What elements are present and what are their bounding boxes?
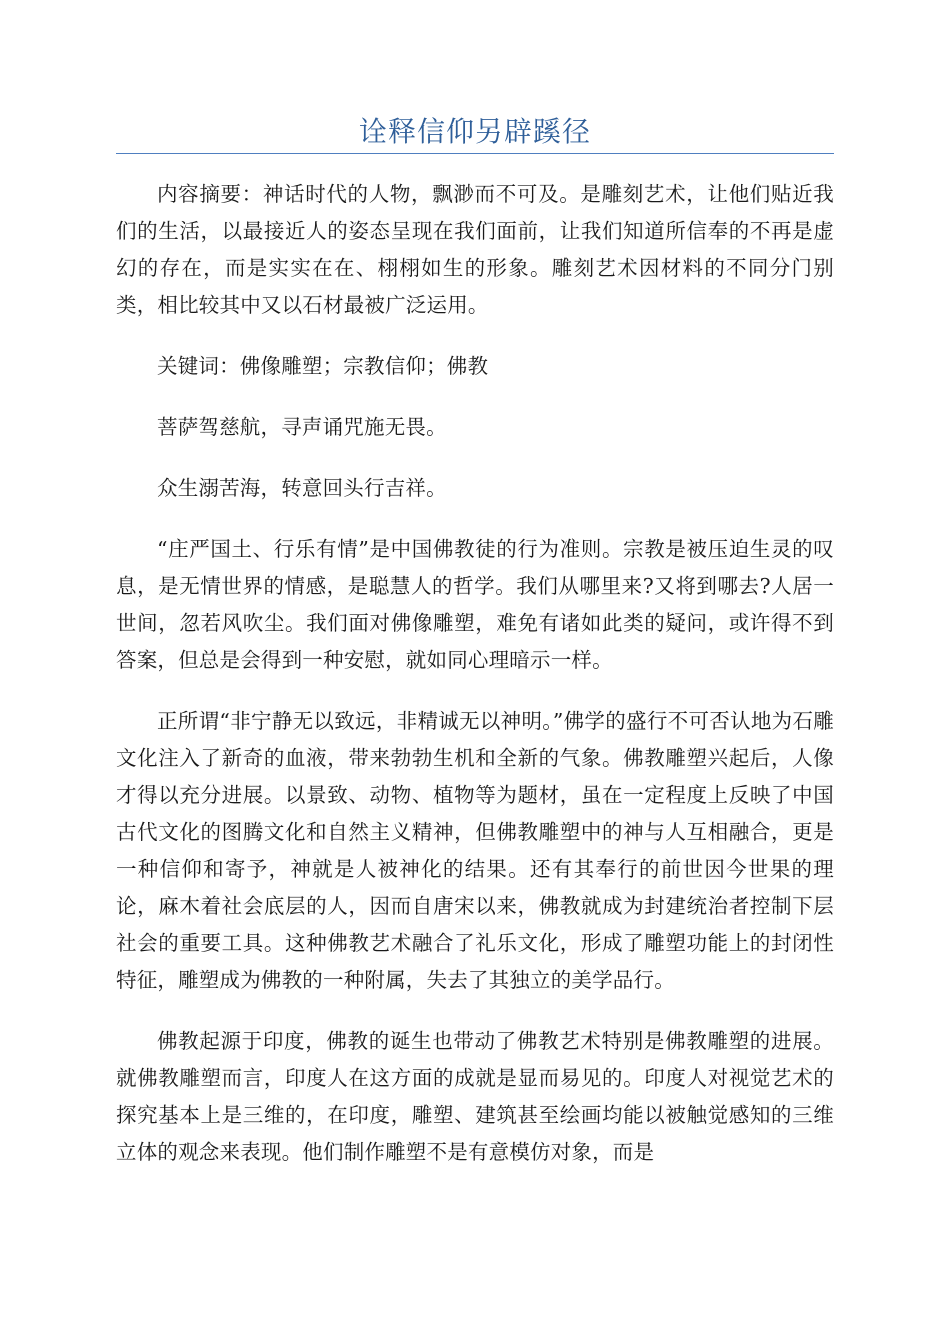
body-paragraph: 佛教起源于印度，佛教的诞生也带动了佛教艺术特别是佛教雕塑的进展。就佛教雕塑而言，印度人在这方面的成就是显而易见的。印度人对视觉艺术的探究基本上是三维的，在印度，雕塑、建筑甚至绘画均能以被触觉感知的三维立体的观念来表现。他们制作雕塑不是有意模仿对象，而是: [116, 1029, 834, 1164]
title-underline: [116, 153, 834, 154]
body-paragraph: “庄严国土、行乐有情”是中国佛教徒的行为准则。宗教是被压迫生灵的叹息，是无情世界的情感，是聪慧人的哲学。我们从哪里来?又将到哪去?人居一世间，忽若风吹尘。我们面对佛像雕塑，难免有诸如此类的疑问，或许得不到答案，但总是会得到一种安慰，就如同心理暗示一样。: [116, 537, 834, 672]
document-body: [116, 176, 834, 1195]
document-title: 诠释信仰另辟蹊径: [358, 115, 591, 148]
verse-line-1: 菩萨驾慈航，寻声诵咒施无畏。: [157, 415, 447, 439]
abstract-paragraph: 内容摘要：神话时代的人物，飘渺而不可及。是雕刻艺术，让他们贴近我们的生活，以最接近人的姿态呈现在我们面前，让我们知道所信奉的不再是虚幻的存在，而是实实在在、栩栩如生的形象。雕刻艺术因材料的不同分门别类，相比较其中又以石材最被广泛运用。: [116, 182, 834, 317]
keywords-paragraph: 关键词：佛像雕塑；宗教信仰；佛教: [157, 354, 489, 378]
verse-line-2: 众生溺苦海，转意回头行吉祥。: [157, 476, 447, 500]
body-paragraph: 正所谓“非宁静无以致远，非精诚无以神明。”佛学的盛行不可否认地为石雕文化注入了新奇的血液，带来勃勃生机和全新的气象。佛教雕塑兴起后，人像才得以充分进展。以景致、动物、植物等为题材，虽在一定程度上反映了中国古代文化的图腾文化和自然主义精神，但佛教雕塑中的神与人互相融合，更是一种信仰和寄予，神就是人被神化的结果。还有其奉行的前世因今世果的理论，麻木着社会底层的人，因而自唐宋以来，佛教就成为封建统治者控制下层社会的重要工具。这种佛教艺术融合了礼乐文化，形成了雕塑功能上的封闭性特征，雕塑成为佛教的一种附属，失去了其独立的美学品行。: [116, 709, 834, 992]
